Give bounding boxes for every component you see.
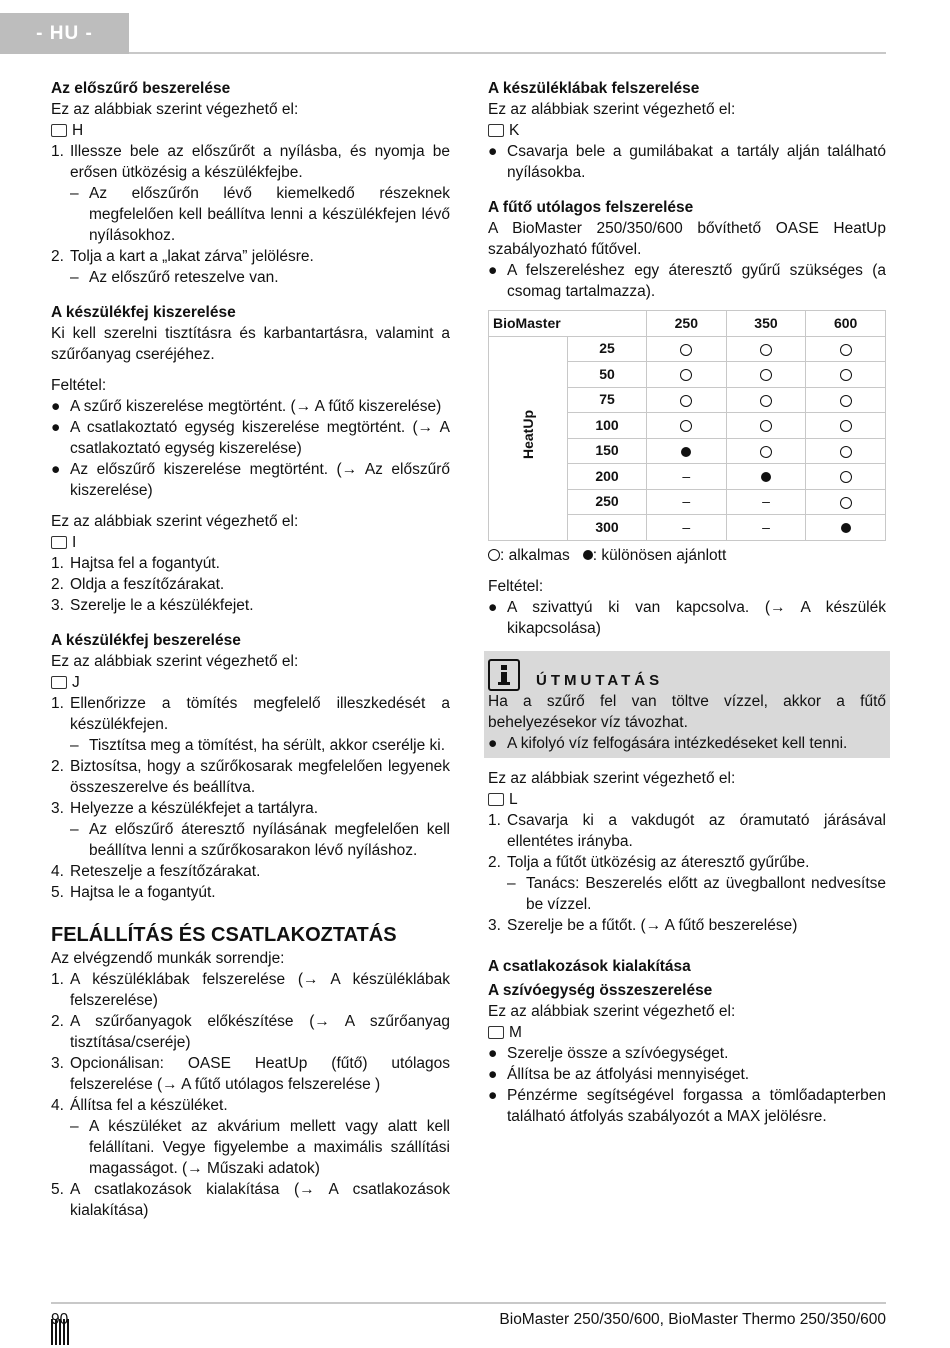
suitable-symbol-icon: [840, 446, 852, 458]
table-cell: [806, 438, 886, 464]
suitable-symbol-icon: [760, 446, 772, 458]
table-cell: [647, 438, 727, 464]
text: Az elvégzendő munkák sorrendje:: [51, 950, 285, 967]
suitable-symbol-icon: [680, 395, 692, 407]
table-cell: [806, 515, 886, 541]
text: Ez az alábbiak szerint végezhető el:: [488, 101, 736, 118]
suitable-symbol-icon: [760, 420, 772, 432]
suitable-symbol-icon: [840, 471, 852, 483]
page-number: 90: [51, 1311, 69, 1328]
figure-icon: [51, 676, 67, 689]
notice-box: [484, 651, 890, 758]
recommended-symbol-icon: [583, 550, 593, 560]
substep: – Tanács: Beszerelés előtt az üvegballont nedvesítse be vízzel.: [507, 874, 886, 913]
text: Ez az alábbiak szerint végezhető el:: [488, 769, 736, 787]
footer-title: BioMaster 250/350/600, BioMaster Thermo 250/350/600: [499, 1311, 886, 1328]
figure-icon: [488, 793, 504, 806]
notice-text: Ha a szűrő fel van töltve vízzel, akkor a fűtő behelyezésekor víz távozhat.: [488, 692, 886, 731]
bullet: ● A csatlakoztató egység kiszerelése megtörtént. (→ A csatlakoztató egység kiszerelése): [51, 419, 450, 457]
substep: – Az előszűrő áteresztő nyílásának megfelelően kell beállítva lenni a szűrőkosarakon lévő nyíláshoz.: [70, 821, 450, 859]
table-cell: –: [726, 489, 806, 515]
text: Ez az alábbiak szerint végezhető el:: [51, 101, 299, 118]
bullet: ● Az előszűrő kiszerelése megtörtént. (→ Az előszűrő kiszerelése): [51, 461, 450, 499]
suitable-symbol-icon: [680, 420, 692, 432]
row-group-label: HeatUp: [489, 336, 568, 540]
suitable-symbol-icon: [760, 344, 772, 356]
step: 1. Hajtsa fel a fogantyút.: [51, 555, 220, 572]
step: 2. Oldja a feszítőzárakat.: [51, 576, 225, 593]
figure-icon: [488, 1026, 504, 1039]
footer-rule: [51, 1302, 886, 1304]
table-cell: [806, 489, 886, 515]
table-cell: [806, 464, 886, 490]
table-cell: [806, 362, 886, 388]
column-header: 350: [726, 311, 806, 337]
figure-icon: [51, 124, 67, 137]
table-cell: [647, 413, 727, 439]
figure-ref: J: [51, 672, 450, 693]
right-column: [488, 78, 886, 1127]
table-cell: –: [647, 489, 727, 515]
step: 1. Ellenőrizze a tömítés megfelelő illeszkedését a készülékfejen.: [51, 695, 450, 733]
table-cell: [647, 387, 727, 413]
bullet: ● A felszereléshez egy áteresztő gyűrű szükséges (a csomag tartalmazza).: [488, 262, 886, 300]
table-cell: –: [726, 515, 806, 541]
table-row: HeatUp 25: [489, 336, 886, 362]
table-cell: [726, 438, 806, 464]
section-title: A készüléklábak felszerelése: [488, 80, 700, 97]
suitable-symbol-icon: [760, 395, 772, 407]
info-icon: [488, 659, 520, 691]
table-row: 150: [489, 438, 886, 464]
table-legend: : alkalmas : különösen ajánlott: [488, 545, 886, 566]
heatup-table: [488, 310, 886, 541]
table-row: 250 – –: [489, 489, 886, 515]
text: A BioMaster 250/350/600 bővíthető OASE HeatUp szabályozható fűtővel.: [488, 220, 886, 258]
section-title: A készülékfej kiszerelése: [51, 304, 236, 321]
step: 2. Biztosítsa, hogy a szűrőkosarak megfelelően legyenek összeszerelve és beállítva.: [51, 758, 450, 796]
bullet: ● Csavarja bele a gumilábakat a tartály alján található nyílásokba.: [488, 143, 886, 181]
suitable-symbol-icon: [840, 369, 852, 381]
table-cell: –: [647, 464, 727, 490]
substep: – Az előszűrőn lévő kiemelkedő részeknek megfelelően kell beállítva lenni a készülékfejen lévő nyílásokhoz.: [70, 185, 450, 244]
step: 3. Helyezze a készülékfejet a tartályra.: [51, 800, 319, 817]
table-row: 200 –: [489, 464, 886, 490]
substep: – A készüléket az akvárium mellett vagy alatt kell felállítani. Vegye figyelembe a maximális szállítási magasságot. (→ Műszaki adatok): [70, 1118, 450, 1177]
step: 4. Állítsa fel a készüléket.: [51, 1097, 228, 1114]
substep: – Tisztítsa meg a tömítést, ha sérült, akkor cserélje ki.: [70, 737, 446, 754]
step: 5. Hajtsa le a fogantyút.: [51, 884, 216, 901]
step: 1. Illessze bele az előszűrőt a nyílásba, és nyomja be erősen ütközésig a készülékfejbe.: [51, 143, 450, 181]
table-cell: [726, 464, 806, 490]
recommended-symbol-icon: [681, 447, 691, 457]
step: 3. Szerelje be a fűtőt. (→ A fűtő beszerelése): [488, 916, 798, 934]
figure-ref: L: [488, 789, 886, 810]
table-header: BioMaster: [489, 311, 647, 337]
chapter-title: FELÁLLÍTÁS ÉS CSATLAKOZTATÁS: [51, 924, 397, 946]
step: 2. A szűrőanyagok előkészítése (→ A szűrőanyag tisztítása/cseréje): [51, 1013, 450, 1051]
recommended-symbol-icon: [841, 523, 851, 533]
table-cell: [726, 387, 806, 413]
table-cell: [806, 336, 886, 362]
section-title: A szívóegység összeszerelése: [488, 981, 713, 999]
suitable-symbol-icon: [840, 497, 852, 509]
step: 4. Reteszelje a feszítőzárakat.: [51, 863, 261, 880]
figure-ref: M: [488, 1022, 886, 1043]
table-cell: [806, 413, 886, 439]
suitable-symbol-icon: [840, 344, 852, 356]
text: Ez az alábbiak szerint végezhető el:: [51, 513, 299, 530]
step: 5. A csatlakozások kialakítása (→ A csatlakozások kialakítása): [51, 1181, 450, 1219]
figure-icon: [51, 536, 67, 549]
suitable-symbol-icon: [840, 420, 852, 432]
notice-title: ÚTMUTATÁS: [536, 671, 664, 689]
table-row: 75: [489, 387, 886, 413]
step: 3. Opcionálisan: OASE HeatUp (fűtő) utólagos felszerelése (→ A fűtő utólagos felszerelése ): [51, 1055, 450, 1093]
column-header: 250: [647, 311, 727, 337]
column-header: 600: [806, 311, 886, 337]
recommended-symbol-icon: [761, 472, 771, 482]
section-title: A fűtő utólagos felszerelése: [488, 199, 694, 216]
step: 2. Tolja a kart a „lakat zárva” jelölésre.: [51, 248, 314, 265]
header-rule: [129, 52, 886, 54]
bullet: ● A szűrő kiszerelése megtörtént. (→ A fűtő kiszerelése): [51, 398, 442, 415]
table-cell: [806, 387, 886, 413]
text: Ez az alábbiak szerint végezhető el:: [51, 653, 299, 670]
text: Ez az alábbiak szerint végezhető el:: [488, 1002, 736, 1020]
table-cell: [647, 336, 727, 362]
figure-ref: K: [488, 120, 886, 141]
bullet: ● A szivattyú ki van kapcsolva. (→ A készülék kikapcsolása): [488, 598, 886, 637]
bullet: ● Szerelje össze a szívóegységet.: [488, 1044, 729, 1062]
step: 1. A készüléklábak felszerelése (→ A készüléklábak felszerelése): [51, 971, 450, 1009]
table-cell: –: [647, 515, 727, 541]
table-cell: [726, 362, 806, 388]
table-row: 100: [489, 413, 886, 439]
section-title: Az előszűrő beszerelése: [51, 80, 231, 97]
table-cell: [726, 413, 806, 439]
text: Feltétel:: [51, 377, 107, 394]
substep: – Az előszűrő reteszelve van.: [70, 269, 279, 286]
section-title: A csatlakozások kialakítása: [488, 957, 691, 975]
text: Ki kell szerelni tisztításra és karbantartásra, valamint a szűrőanyag cseréjéhez.: [51, 325, 450, 363]
language-tab: - HU -: [0, 13, 129, 54]
step: 1. Csavarja ki a vakdugót az óramutató járásával ellentétes irányba.: [488, 811, 886, 850]
step: 2. Tolja a fűtőt ütközésig az áteresztő gyűrűbe.: [488, 853, 810, 871]
bullet: ● A kifolyó víz felfogására intézkedéseket kell tenni.: [488, 734, 848, 752]
step: 3. Szerelje le a készülékfejet.: [51, 597, 254, 614]
suitable-symbol-icon: [680, 344, 692, 356]
section-title: A készülékfej beszerelése: [51, 632, 241, 649]
figure-icon: [488, 124, 504, 137]
table-cell: [726, 336, 806, 362]
table-cell: [647, 362, 727, 388]
left-column: [51, 78, 450, 1221]
suitable-symbol-icon: [488, 549, 500, 561]
table-row: 300 – –: [489, 515, 886, 541]
table-row: 50: [489, 362, 886, 388]
figure-ref: H: [51, 120, 450, 141]
suitable-symbol-icon: [840, 395, 852, 407]
bullet: ● Pénzérme segítségével forgassa a tömlőadapterben található átfolyás szabályozót a MAX jelölésre.: [488, 1086, 886, 1125]
suitable-symbol-icon: [680, 369, 692, 381]
suitable-symbol-icon: [760, 369, 772, 381]
text: Feltétel:: [488, 577, 544, 595]
bullet: ● Állítsa be az átfolyási mennyiséget.: [488, 1065, 750, 1083]
figure-ref: I: [51, 532, 450, 553]
